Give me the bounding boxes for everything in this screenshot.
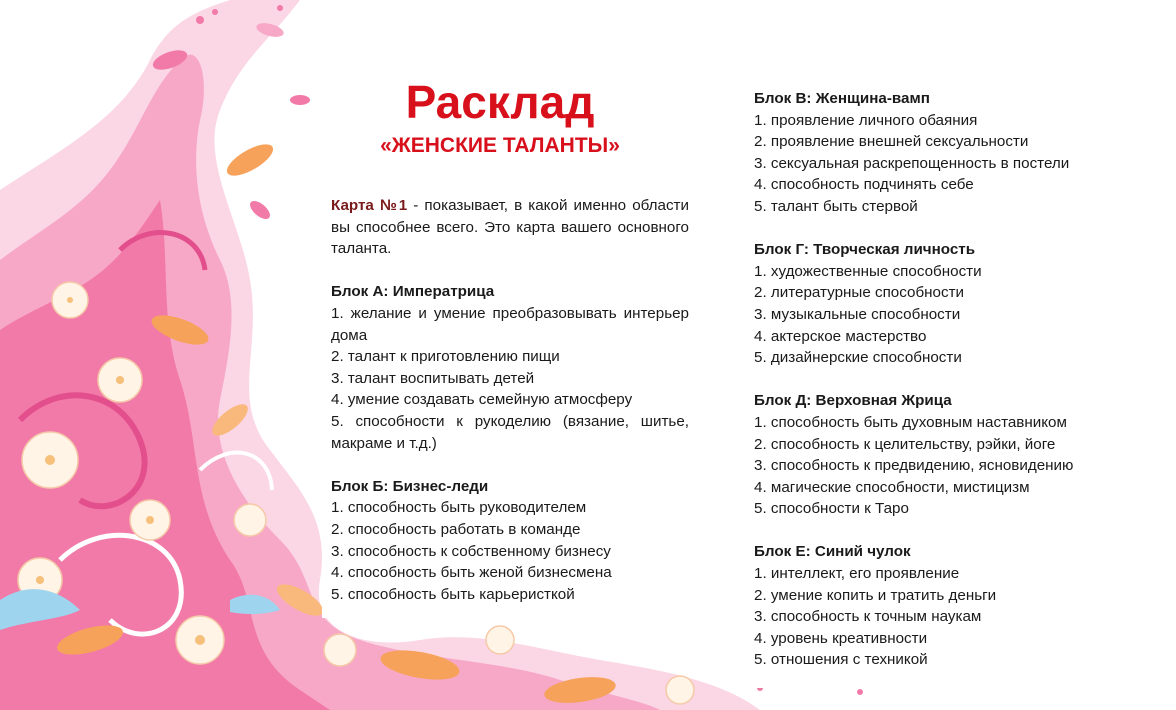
list-item: 4. способность подчинять себе [754,176,974,194]
list-item: 3. сексуальная раскрепощенность в постели [754,154,1070,172]
list-item: 3. музыкальные способности [754,305,961,323]
block-title: Блок В: Женщина-вамп [754,90,930,107]
list-item: 5. способности к Таро [754,500,909,518]
intro-text: - показывает, в какой именно области вы способнее всего. Это карта вашего основного таланта. [331,197,689,258]
block-b [331,476,689,606]
list-item: 3. способность к предвидению, ясновидению [754,457,1074,475]
block-title: Блок Б: Бизнес-леди [331,477,489,495]
list-item: 5. способности к рукоделию (вязание, шитье, макраме и т.д.) [331,412,689,452]
block-g [754,239,1134,369]
right-column [754,88,1134,693]
list-item: 1. желание и умение преобразовывать интерьер дома [331,304,689,344]
list-item: 4. магические способности, мистицизм [754,478,1030,496]
list-item: 4. актерское мастерство [754,327,927,345]
list-item: 1. интеллект, его проявление [754,565,960,583]
list-item: 4. умение создавать семейную атмосферу [331,391,633,409]
list-item: 3. способность к собственному бизнесу [331,542,611,560]
block-title: Блок Е: Синий чулок [754,543,911,561]
block-title: Блок Г: Творческая личность [754,241,976,259]
list-item: 1. проявление личного обаяния [754,111,978,129]
list-item: 5. отношения с техникой [754,651,928,669]
intro-paragraph [331,195,689,260]
list-item: 2. способность к целительству, рэйки, йоге [754,435,1056,453]
list-item: 2. проявление внешней сексуальности [754,133,1029,151]
block-d [754,390,1134,520]
block-v [754,88,1134,218]
list-item: 3. способность к точным наукам [754,608,982,626]
list-item: 2. талант к приготовлению пищи [331,348,560,366]
list-item: 4. способность быть женой бизнесмена [331,564,612,582]
block-e [754,541,1134,671]
page-title: Расклад [405,76,595,128]
card-label: Карта №1 [331,197,408,214]
list-item: 3. талант воспитывать детей [331,369,535,387]
list-item: 2. литературные способности [754,284,965,302]
list-item: 2. умение копить и тратить деньги [754,586,997,604]
list-item: 2. способность работать в команде [331,520,581,538]
list-item: 1. способность быть духовным наставником [754,413,1067,431]
block-title: Блок А: Императрица [331,283,495,301]
list-item: 5. талант быть стервой [754,197,918,215]
list-item: 5. способность быть карьеристкой [331,585,575,603]
list-item: 5. дизайнерские способности [754,349,962,367]
block-title: Блок Д: Верховная Жрица [754,392,952,410]
block-a [331,281,689,454]
page-subtitle: «ЖЕНСКИЕ ТАЛАНТЫ» [380,134,620,157]
list-item: 1. художественные способности [754,262,982,280]
list-item: 1. способность быть руководителем [331,499,587,517]
list-item: 4. уровень креативности [754,629,928,647]
left-column [331,195,689,627]
